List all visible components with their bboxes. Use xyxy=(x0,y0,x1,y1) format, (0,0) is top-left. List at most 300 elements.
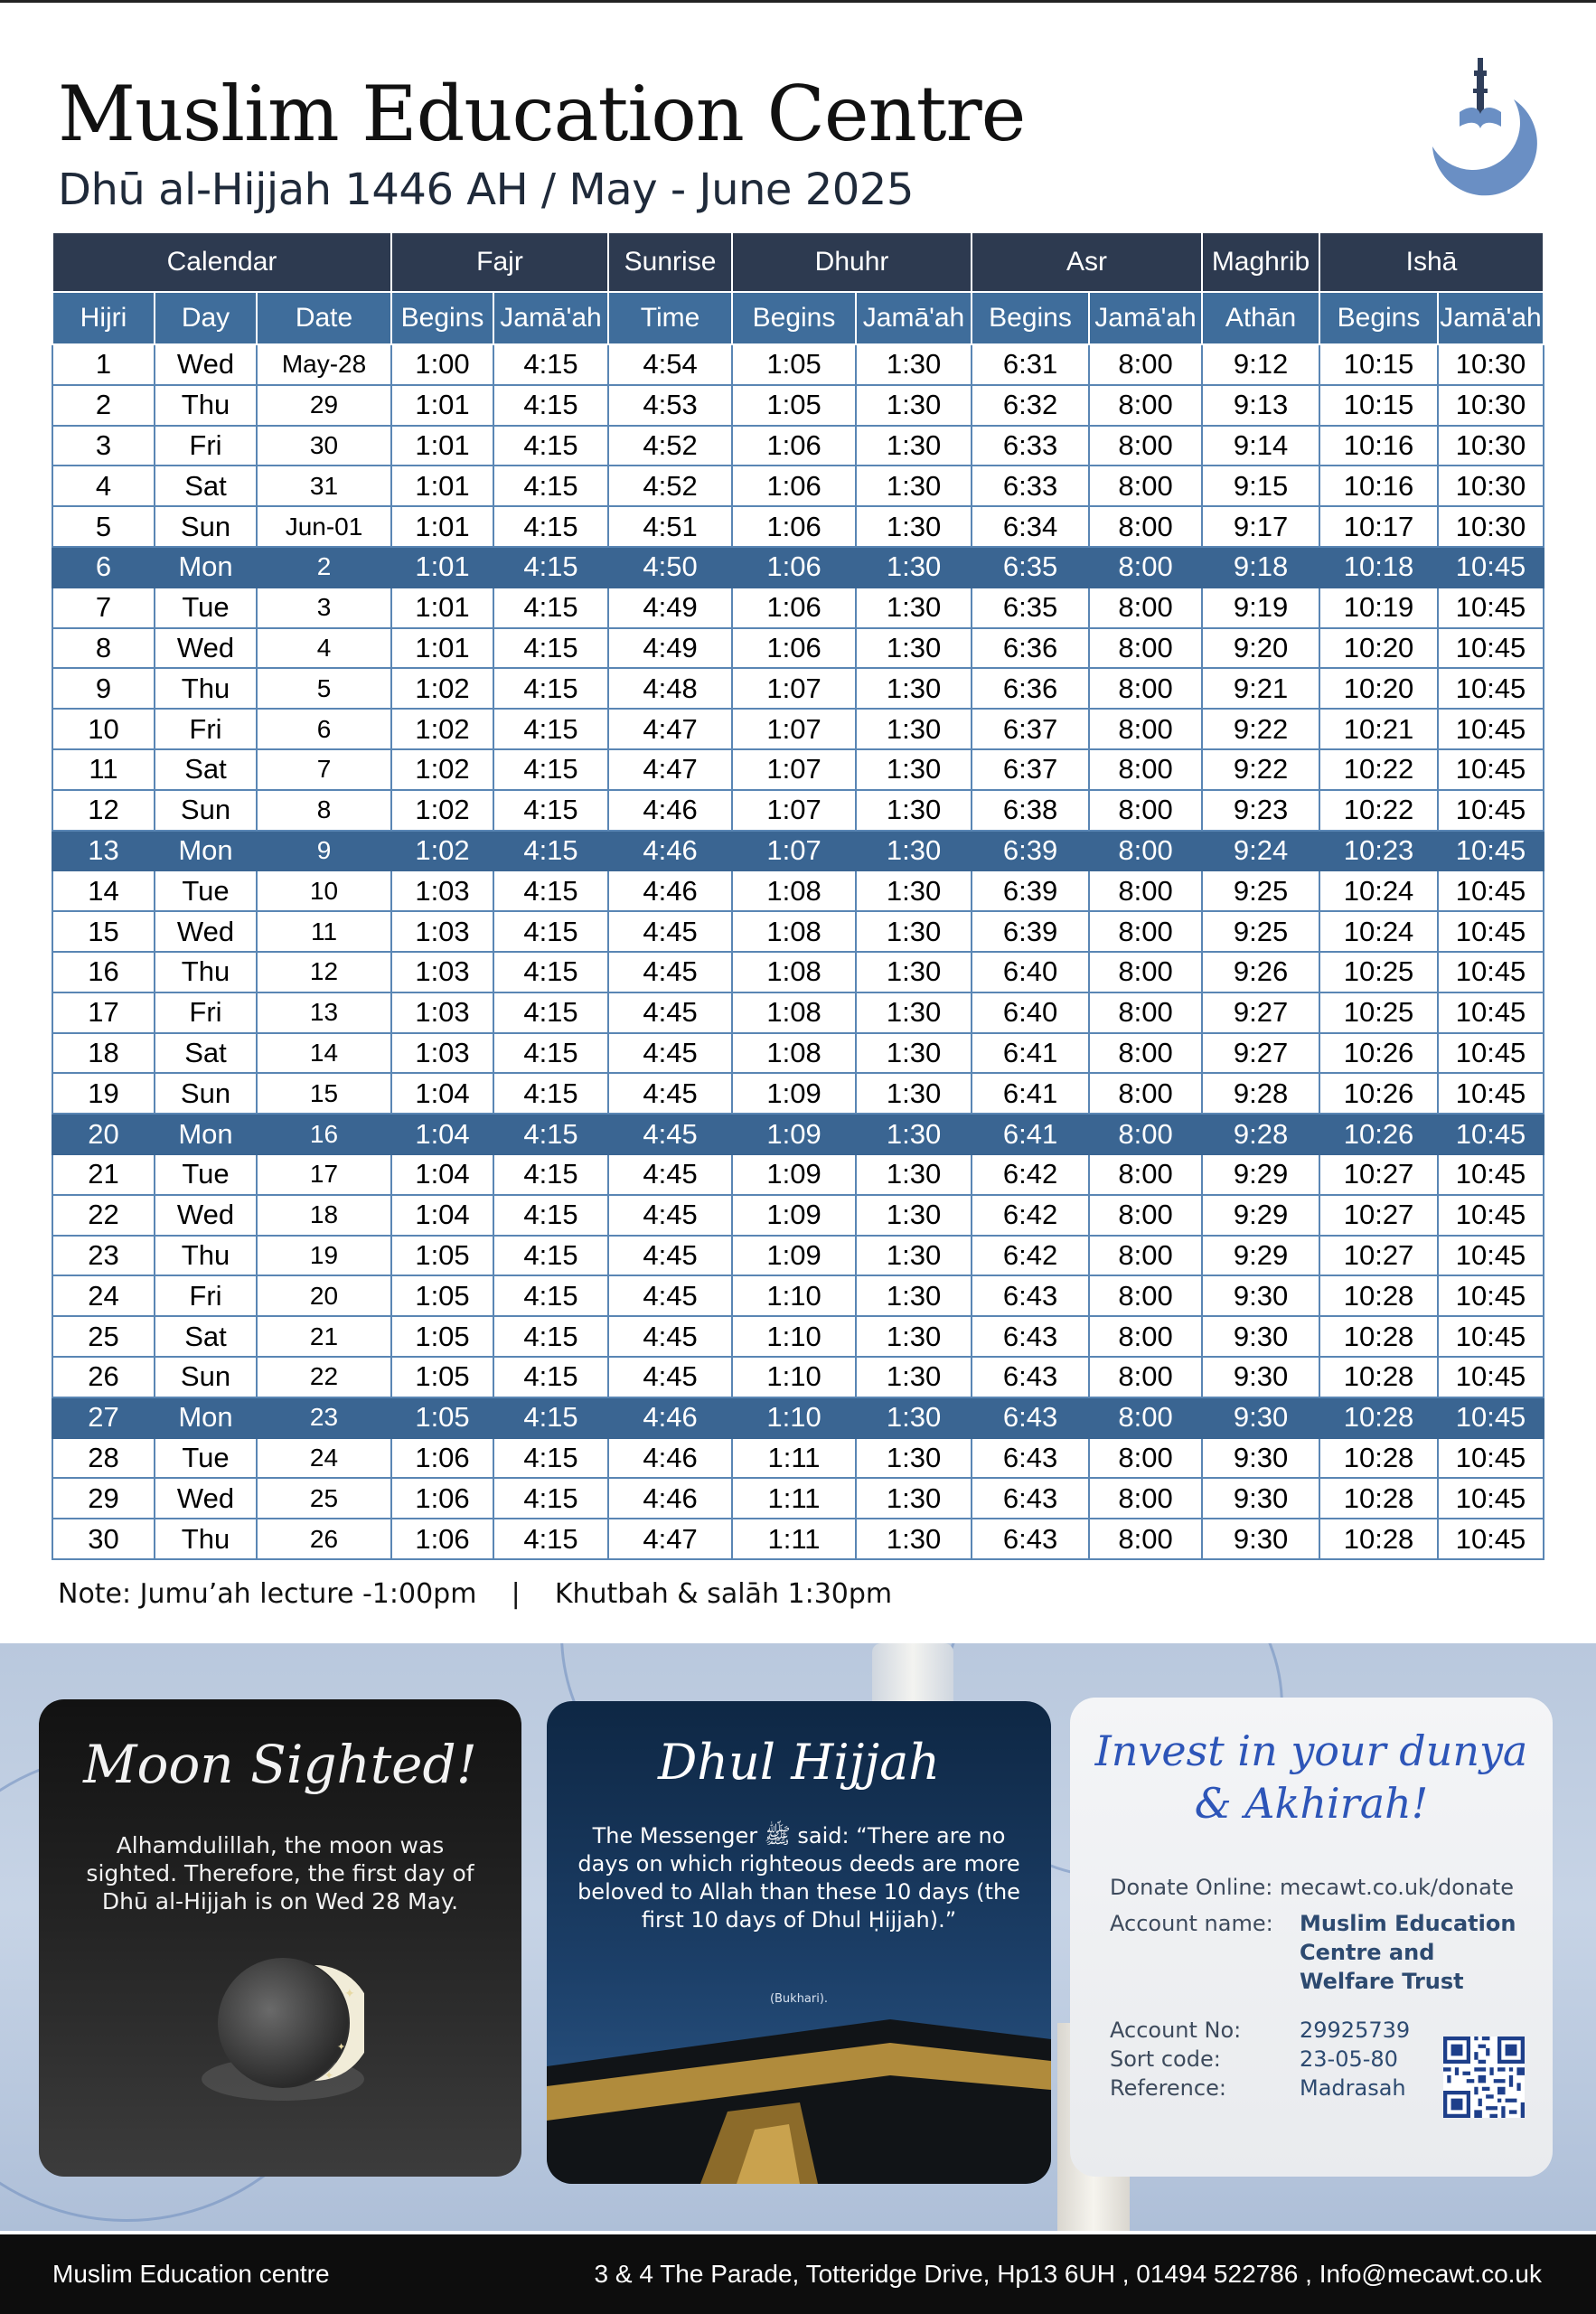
fajr-jamaah-cell: 4:15 xyxy=(493,506,608,547)
isha-begins-cell: 10:28 xyxy=(1319,1397,1438,1438)
dhuhr-jamaah-cell: 1:30 xyxy=(856,952,972,992)
dhuhr-jamaah-cell: 1:30 xyxy=(856,992,972,1033)
fajr-begins-cell: 1:03 xyxy=(391,952,493,992)
dhuhr-begins-cell: 1:08 xyxy=(732,952,856,992)
column-header: Jamā'ah xyxy=(1438,292,1544,344)
fajr-begins-cell: 1:02 xyxy=(391,790,493,831)
isha-jamaah-cell: 10:45 xyxy=(1438,588,1544,628)
asr-begins-cell: 6:43 xyxy=(972,1275,1089,1316)
maghrib-athan-cell: 9:30 xyxy=(1202,1316,1319,1357)
fajr-jamaah-cell: 4:15 xyxy=(493,1478,608,1519)
fajr-jamaah-cell: 4:15 xyxy=(493,1357,608,1397)
reference-value: Madrasah xyxy=(1300,2075,1406,2101)
day-cell: Mon xyxy=(155,1397,257,1438)
column-header: Jamā'ah xyxy=(493,292,608,344)
date-cell: 23 xyxy=(257,1397,391,1438)
asr-jamaah-cell: 8:00 xyxy=(1089,1478,1202,1519)
asr-begins-cell: 6:41 xyxy=(972,1073,1089,1114)
asr-jamaah-cell: 8:00 xyxy=(1089,709,1202,749)
asr-begins-cell: 6:34 xyxy=(972,506,1089,547)
isha-jamaah-cell: 10:45 xyxy=(1438,790,1544,831)
column-header: Hijri xyxy=(52,292,155,344)
fajr-jamaah-cell: 4:15 xyxy=(493,385,608,426)
footer-contact: 3 & 4 The Parade, Totteridge Drive, Hp13 6UH , 01494 522786 , Info@mecawt.co.uk xyxy=(594,2260,1542,2288)
maghrib-athan-cell: 9:29 xyxy=(1202,1236,1319,1276)
hijri-cell: 7 xyxy=(52,588,155,628)
sunrise-cell: 4:45 xyxy=(608,1033,732,1074)
column-header: Athān xyxy=(1202,292,1319,344)
fajr-begins-cell: 1:00 xyxy=(391,344,493,385)
fajr-jamaah-cell: 4:15 xyxy=(493,790,608,831)
isha-jamaah-cell: 10:45 xyxy=(1438,911,1544,952)
fajr-begins-cell: 1:01 xyxy=(391,385,493,426)
hijri-cell: 5 xyxy=(52,506,155,547)
fajr-jamaah-cell: 4:15 xyxy=(493,911,608,952)
isha-begins-cell: 10:19 xyxy=(1319,588,1438,628)
hijri-cell: 23 xyxy=(52,1236,155,1276)
fajr-begins-cell: 1:06 xyxy=(391,1519,493,1559)
fajr-begins-cell: 1:03 xyxy=(391,911,493,952)
hijri-cell: 19 xyxy=(52,1073,155,1114)
asr-begins-cell: 6:36 xyxy=(972,628,1089,669)
column-header: Jamā'ah xyxy=(1089,292,1202,344)
isha-jamaah-cell: 10:45 xyxy=(1438,1478,1544,1519)
isha-begins-cell: 10:20 xyxy=(1319,628,1438,669)
day-cell: Thu xyxy=(155,1236,257,1276)
dhuhr-jamaah-cell: 1:30 xyxy=(856,1357,972,1397)
table-row xyxy=(52,1073,1544,1114)
fajr-jamaah-cell: 4:15 xyxy=(493,1519,608,1559)
dhuhr-begins-cell: 1:06 xyxy=(732,466,856,506)
date-cell: 30 xyxy=(257,426,391,466)
fajr-begins-cell: 1:05 xyxy=(391,1316,493,1357)
dhuhr-jamaah-cell: 1:30 xyxy=(856,1478,972,1519)
fajr-jamaah-cell: 4:15 xyxy=(493,1154,608,1195)
sunrise-cell: 4:45 xyxy=(608,1236,732,1276)
isha-jamaah-cell: 10:45 xyxy=(1438,1275,1544,1316)
maghrib-athan-cell: 9:14 xyxy=(1202,426,1319,466)
asr-jamaah-cell: 8:00 xyxy=(1089,1195,1202,1236)
isha-begins-cell: 10:16 xyxy=(1319,466,1438,506)
hijri-cell: 22 xyxy=(52,1195,155,1236)
dhuhr-jamaah-cell: 1:30 xyxy=(856,1154,972,1195)
moon-sighted-card xyxy=(39,1699,521,2177)
account-name-value: Muslim Education Centre and Welfare Trust xyxy=(1300,1911,1516,1994)
dhuhr-jamaah-cell: 1:30 xyxy=(856,911,972,952)
dhuhr-begins-cell: 1:10 xyxy=(732,1397,856,1438)
asr-begins-cell: 6:40 xyxy=(972,992,1089,1033)
dhuhr-jamaah-cell: 1:30 xyxy=(856,1236,972,1276)
hijri-cell: 3 xyxy=(52,426,155,466)
column-header: Begins xyxy=(391,292,493,344)
svg-text:✦: ✦ xyxy=(337,2042,346,2053)
fajr-begins-cell: 1:03 xyxy=(391,992,493,1033)
asr-jamaah-cell: 8:00 xyxy=(1089,911,1202,952)
dhuhr-begins-cell: 1:09 xyxy=(732,1073,856,1114)
top-rule xyxy=(0,0,1596,3)
dhuhr-begins-cell: 1:09 xyxy=(732,1114,856,1154)
table-row xyxy=(52,1195,1544,1236)
fajr-jamaah-cell: 4:15 xyxy=(493,547,608,588)
sunrise-cell: 4:45 xyxy=(608,911,732,952)
maghrib-athan-cell: 9:13 xyxy=(1202,385,1319,426)
maghrib-athan-cell: 9:19 xyxy=(1202,588,1319,628)
isha-begins-cell: 10:27 xyxy=(1319,1154,1438,1195)
date-cell: 6 xyxy=(257,709,391,749)
fajr-begins-cell: 1:01 xyxy=(391,628,493,669)
hijri-cell: 27 xyxy=(52,1397,155,1438)
dhuhr-jamaah-cell: 1:30 xyxy=(856,831,972,871)
fajr-jamaah-cell: 4:15 xyxy=(493,1033,608,1074)
fajr-begins-cell: 1:06 xyxy=(391,1478,493,1519)
sunrise-cell: 4:47 xyxy=(608,749,732,790)
isha-begins-cell: 10:28 xyxy=(1319,1316,1438,1357)
dhuhr-jamaah-cell: 1:30 xyxy=(856,506,972,547)
isha-jamaah-cell: 10:45 xyxy=(1438,1154,1544,1195)
date-cell: 12 xyxy=(257,952,391,992)
maghrib-athan-cell: 9:27 xyxy=(1202,992,1319,1033)
isha-begins-cell: 10:26 xyxy=(1319,1114,1438,1154)
dhul-card-title: Dhul Hijjah xyxy=(657,1734,941,1791)
hijri-cell: 25 xyxy=(52,1316,155,1357)
dhuhr-jamaah-cell: 1:30 xyxy=(856,628,972,669)
column-header: Begins xyxy=(972,292,1089,344)
isha-begins-cell: 10:17 xyxy=(1319,506,1438,547)
sunrise-cell: 4:45 xyxy=(608,1154,732,1195)
fajr-begins-cell: 1:03 xyxy=(391,1033,493,1074)
isha-jamaah-cell: 10:45 xyxy=(1438,1397,1544,1438)
dhuhr-begins-cell: 1:06 xyxy=(732,628,856,669)
fajr-jamaah-cell: 4:15 xyxy=(493,668,608,709)
hijri-cell: 12 xyxy=(52,790,155,831)
hijri-cell: 20 xyxy=(52,1114,155,1154)
asr-begins-cell: 6:33 xyxy=(972,466,1089,506)
dhuhr-jamaah-cell: 1:30 xyxy=(856,1033,972,1074)
asr-begins-cell: 6:39 xyxy=(972,831,1089,871)
group-header-row xyxy=(52,233,1544,292)
hijri-cell: 30 xyxy=(52,1519,155,1559)
table-row xyxy=(52,588,1544,628)
dhuhr-begins-cell: 1:06 xyxy=(732,426,856,466)
table-row xyxy=(52,385,1544,426)
dhuhr-begins-cell: 1:08 xyxy=(732,1033,856,1074)
table-row xyxy=(52,628,1544,669)
asr-begins-cell: 6:36 xyxy=(972,668,1089,709)
isha-jamaah-cell: 10:45 xyxy=(1438,668,1544,709)
dhuhr-begins-cell: 1:11 xyxy=(732,1519,856,1559)
day-cell: Tue xyxy=(155,588,257,628)
maghrib-athan-cell: 9:28 xyxy=(1202,1073,1319,1114)
fajr-jamaah-cell: 4:15 xyxy=(493,1275,608,1316)
isha-begins-cell: 10:28 xyxy=(1319,1519,1438,1559)
dhuhr-begins-cell: 1:06 xyxy=(732,547,856,588)
footer-organisation: Muslim Education centre xyxy=(52,2260,330,2288)
isha-jamaah-cell: 10:45 xyxy=(1438,1357,1544,1397)
maghrib-athan-cell: 9:29 xyxy=(1202,1154,1319,1195)
header xyxy=(58,71,1413,217)
column-header: Day xyxy=(155,292,257,344)
date-cell: 14 xyxy=(257,1033,391,1074)
table-row xyxy=(52,547,1544,588)
maghrib-athan-cell: 9:25 xyxy=(1202,870,1319,911)
sunrise-cell: 4:53 xyxy=(608,385,732,426)
maghrib-athan-cell: 9:20 xyxy=(1202,628,1319,669)
isha-jamaah-cell: 10:45 xyxy=(1438,1438,1544,1479)
date-cell: 20 xyxy=(257,1275,391,1316)
fajr-jamaah-cell: 4:15 xyxy=(493,1114,608,1154)
dhuhr-begins-cell: 1:08 xyxy=(732,911,856,952)
isha-begins-cell: 10:25 xyxy=(1319,992,1438,1033)
day-cell: Sat xyxy=(155,1033,257,1074)
asr-jamaah-cell: 8:00 xyxy=(1089,992,1202,1033)
date-cell: 3 xyxy=(257,588,391,628)
group-header-calendar: Calendar xyxy=(52,233,391,292)
sunrise-cell: 4:46 xyxy=(608,1478,732,1519)
table-row xyxy=(52,466,1544,506)
dhuhr-begins-cell: 1:06 xyxy=(732,506,856,547)
sort-code-label: Sort code: xyxy=(1110,2046,1221,2072)
hijri-cell: 28 xyxy=(52,1438,155,1479)
crescent-logo-icon xyxy=(1423,56,1541,210)
fajr-begins-cell: 1:01 xyxy=(391,547,493,588)
day-cell: Fri xyxy=(155,992,257,1033)
jumuah-note xyxy=(58,1578,892,1610)
fajr-begins-cell: 1:02 xyxy=(391,831,493,871)
isha-jamaah-cell: 10:45 xyxy=(1438,709,1544,749)
fajr-begins-cell: 1:01 xyxy=(391,506,493,547)
day-cell: Wed xyxy=(155,1478,257,1519)
dhuhr-begins-cell: 1:09 xyxy=(732,1236,856,1276)
maghrib-athan-cell: 9:25 xyxy=(1202,911,1319,952)
dhuhr-jamaah-cell: 1:30 xyxy=(856,749,972,790)
table-row xyxy=(52,1033,1544,1074)
fajr-begins-cell: 1:01 xyxy=(391,466,493,506)
isha-jamaah-cell: 10:30 xyxy=(1438,506,1544,547)
dhuhr-jamaah-cell: 1:30 xyxy=(856,344,972,385)
isha-jamaah-cell: 10:45 xyxy=(1438,628,1544,669)
date-cell: 22 xyxy=(257,1357,391,1397)
asr-begins-cell: 6:39 xyxy=(972,911,1089,952)
account-name-row xyxy=(1110,1909,1535,1996)
donate-online-link[interactable]: Donate Online: mecawt.co.uk/donate xyxy=(1110,1875,1515,1900)
asr-jamaah-cell: 8:00 xyxy=(1089,1316,1202,1357)
isha-begins-cell: 10:27 xyxy=(1319,1236,1438,1276)
sunrise-cell: 4:48 xyxy=(608,668,732,709)
maghrib-athan-cell: 9:30 xyxy=(1202,1275,1319,1316)
dhuhr-jamaah-cell: 1:30 xyxy=(856,426,972,466)
isha-begins-cell: 10:28 xyxy=(1319,1357,1438,1397)
isha-begins-cell: 10:24 xyxy=(1319,870,1438,911)
date-cell: 8 xyxy=(257,790,391,831)
date-cell: 4 xyxy=(257,628,391,669)
table-row xyxy=(52,668,1544,709)
group-header-asr: Asr xyxy=(972,233,1202,292)
hijri-cell: 13 xyxy=(52,831,155,871)
sunrise-cell: 4:52 xyxy=(608,426,732,466)
asr-jamaah-cell: 8:00 xyxy=(1089,344,1202,385)
svg-text:✦: ✦ xyxy=(324,2069,334,2082)
account-name-label: Account name: xyxy=(1110,1911,1273,1936)
dhuhr-jamaah-cell: 1:30 xyxy=(856,1275,972,1316)
isha-jamaah-cell: 10:45 xyxy=(1438,1073,1544,1114)
fajr-begins-cell: 1:04 xyxy=(391,1073,493,1114)
fajr-begins-cell: 1:04 xyxy=(391,1154,493,1195)
asr-jamaah-cell: 8:00 xyxy=(1089,1154,1202,1195)
hijri-cell: 29 xyxy=(52,1478,155,1519)
table-row xyxy=(52,911,1544,952)
maghrib-athan-cell: 9:18 xyxy=(1202,547,1319,588)
fajr-begins-cell: 1:04 xyxy=(391,1195,493,1236)
fajr-begins-cell: 1:03 xyxy=(391,870,493,911)
sunrise-cell: 4:47 xyxy=(608,709,732,749)
asr-jamaah-cell: 8:00 xyxy=(1089,385,1202,426)
asr-jamaah-cell: 8:00 xyxy=(1089,588,1202,628)
qr-code-icon[interactable] xyxy=(1443,2037,1525,2118)
fajr-begins-cell: 1:02 xyxy=(391,709,493,749)
table-row xyxy=(52,1519,1544,1559)
kaaba-image xyxy=(547,2003,1051,2184)
note-separator: | xyxy=(511,1578,521,1610)
sunrise-cell: 4:46 xyxy=(608,831,732,871)
day-cell: Mon xyxy=(155,547,257,588)
maghrib-athan-cell: 9:21 xyxy=(1202,668,1319,709)
maghrib-athan-cell: 9:30 xyxy=(1202,1519,1319,1559)
sunrise-cell: 4:47 xyxy=(608,1519,732,1559)
date-cell: 2 xyxy=(257,547,391,588)
sunrise-cell: 4:45 xyxy=(608,1114,732,1154)
isha-jamaah-cell: 10:45 xyxy=(1438,1033,1544,1074)
asr-begins-cell: 6:37 xyxy=(972,749,1089,790)
hadith-source: (Bukhari). xyxy=(769,1992,829,2006)
sunrise-cell: 4:46 xyxy=(608,790,732,831)
isha-begins-cell: 10:24 xyxy=(1319,911,1438,952)
date-cell: 10 xyxy=(257,870,391,911)
fajr-jamaah-cell: 4:15 xyxy=(493,426,608,466)
isha-begins-cell: 10:21 xyxy=(1319,709,1438,749)
asr-begins-cell: 6:43 xyxy=(972,1357,1089,1397)
day-cell: Thu xyxy=(155,1519,257,1559)
asr-begins-cell: 6:42 xyxy=(972,1195,1089,1236)
asr-jamaah-cell: 8:00 xyxy=(1089,466,1202,506)
group-header-dhuhr: Dhuhr xyxy=(732,233,972,292)
day-cell: Mon xyxy=(155,1114,257,1154)
maghrib-athan-cell: 9:23 xyxy=(1202,790,1319,831)
hijri-cell: 14 xyxy=(52,870,155,911)
maghrib-athan-cell: 9:30 xyxy=(1202,1357,1319,1397)
hijri-cell: 6 xyxy=(52,547,155,588)
day-cell: Thu xyxy=(155,668,257,709)
sunrise-cell: 4:45 xyxy=(608,1073,732,1114)
fajr-jamaah-cell: 4:15 xyxy=(493,992,608,1033)
day-cell: Sat xyxy=(155,749,257,790)
isha-begins-cell: 10:28 xyxy=(1319,1438,1438,1479)
fajr-begins-cell: 1:01 xyxy=(391,588,493,628)
isha-jamaah-cell: 10:30 xyxy=(1438,426,1544,466)
asr-begins-cell: 6:38 xyxy=(972,790,1089,831)
day-cell: Fri xyxy=(155,426,257,466)
column-header: Begins xyxy=(732,292,856,344)
fajr-jamaah-cell: 4:15 xyxy=(493,1397,608,1438)
day-cell: Tue xyxy=(155,870,257,911)
asr-begins-cell: 6:33 xyxy=(972,426,1089,466)
hijri-cell: 4 xyxy=(52,466,155,506)
fajr-jamaah-cell: 4:15 xyxy=(493,1438,608,1479)
isha-jamaah-cell: 10:45 xyxy=(1438,547,1544,588)
asr-jamaah-cell: 8:00 xyxy=(1089,1114,1202,1154)
dhuhr-begins-cell: 1:07 xyxy=(732,709,856,749)
fajr-begins-cell: 1:02 xyxy=(391,668,493,709)
hijri-cell: 21 xyxy=(52,1154,155,1195)
day-cell: Mon xyxy=(155,831,257,871)
date-cell: 15 xyxy=(257,1073,391,1114)
column-header: Date xyxy=(257,292,391,344)
table-row xyxy=(52,790,1544,831)
isha-jamaah-cell: 10:45 xyxy=(1438,749,1544,790)
fajr-begins-cell: 1:05 xyxy=(391,1397,493,1438)
maghrib-athan-cell: 9:28 xyxy=(1202,1114,1319,1154)
dhuhr-begins-cell: 1:08 xyxy=(732,870,856,911)
table-row xyxy=(52,1357,1544,1397)
asr-jamaah-cell: 8:00 xyxy=(1089,426,1202,466)
fajr-begins-cell: 1:01 xyxy=(391,426,493,466)
sunrise-cell: 4:45 xyxy=(608,1195,732,1236)
fajr-begins-cell: 1:05 xyxy=(391,1357,493,1397)
isha-begins-cell: 10:27 xyxy=(1319,1195,1438,1236)
day-cell: Tue xyxy=(155,1438,257,1479)
dhuhr-jamaah-cell: 1:30 xyxy=(856,385,972,426)
table-row xyxy=(52,1154,1544,1195)
isha-jamaah-cell: 10:30 xyxy=(1438,466,1544,506)
prayer-timetable xyxy=(52,233,1544,1560)
sunrise-cell: 4:49 xyxy=(608,628,732,669)
dhuhr-begins-cell: 1:07 xyxy=(732,831,856,871)
table-row xyxy=(52,506,1544,547)
moon-card-body: Alhamdulillah, the moon was sighted. Therefore, the first day of Dhū al-Hijjah is on Wed 28 May. xyxy=(86,1832,474,1914)
sunrise-cell: 4:46 xyxy=(608,1397,732,1438)
dhul-card-body: The Messenger ﷺ said: “There are no days on which righteous deeds are more beloved to Allah than these 10 days (the first 10 days of Dhul Ḥijjah).” xyxy=(577,1823,1020,1933)
asr-begins-cell: 6:41 xyxy=(972,1033,1089,1074)
table-row xyxy=(52,1397,1544,1438)
dhuhr-begins-cell: 1:09 xyxy=(732,1154,856,1195)
dhuhr-jamaah-cell: 1:30 xyxy=(856,1073,972,1114)
table-row xyxy=(52,952,1544,992)
day-cell: Fri xyxy=(155,709,257,749)
asr-jamaah-cell: 8:00 xyxy=(1089,870,1202,911)
table-row xyxy=(52,1236,1544,1276)
timetable-body xyxy=(52,344,1544,1559)
table-row xyxy=(52,1275,1544,1316)
date-cell: 31 xyxy=(257,466,391,506)
isha-begins-cell: 10:25 xyxy=(1319,952,1438,992)
date-cell: 5 xyxy=(257,668,391,709)
asr-jamaah-cell: 8:00 xyxy=(1089,668,1202,709)
dhuhr-jamaah-cell: 1:30 xyxy=(856,1438,972,1479)
column-header: Begins xyxy=(1319,292,1438,344)
asr-jamaah-cell: 8:00 xyxy=(1089,790,1202,831)
dhuhr-begins-cell: 1:05 xyxy=(732,385,856,426)
sunrise-cell: 4:50 xyxy=(608,547,732,588)
sunrise-cell: 4:54 xyxy=(608,344,732,385)
day-cell: Thu xyxy=(155,952,257,992)
asr-jamaah-cell: 8:00 xyxy=(1089,952,1202,992)
asr-begins-cell: 6:43 xyxy=(972,1438,1089,1479)
date-cell: 18 xyxy=(257,1195,391,1236)
maghrib-athan-cell: 9:27 xyxy=(1202,1033,1319,1074)
date-cell: 29 xyxy=(257,385,391,426)
day-cell: Wed xyxy=(155,1195,257,1236)
fajr-jamaah-cell: 4:15 xyxy=(493,709,608,749)
date-cell: 21 xyxy=(257,1316,391,1357)
